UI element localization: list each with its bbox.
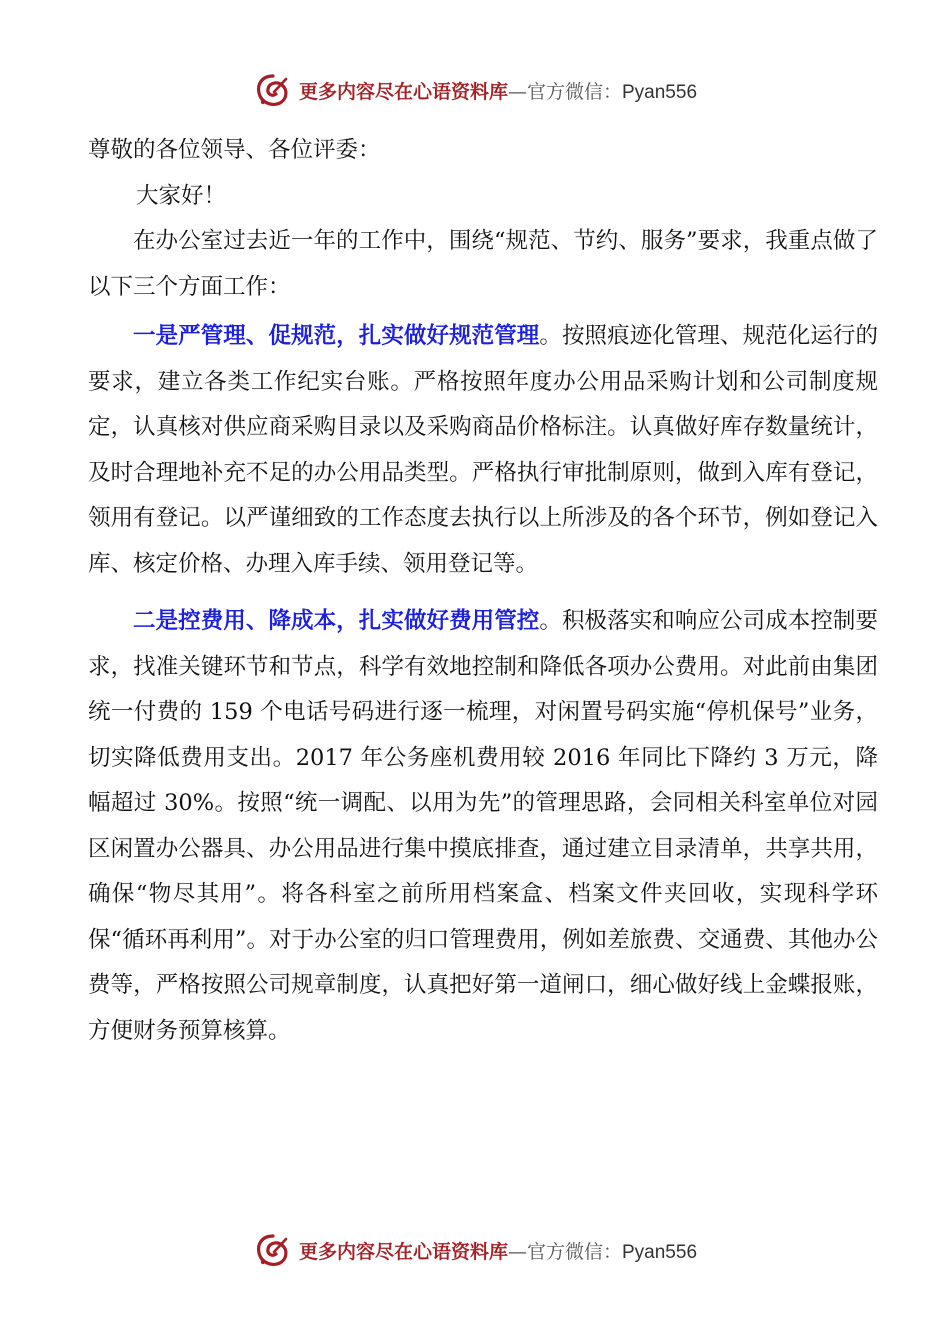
section-lead-1: 一是严管理、促规范，扎实做好规范管理 [133, 323, 540, 349]
header-banner [0, 70, 950, 114]
section-lead-2: 二是控费用、降成本，扎实做好费用管控 [133, 608, 540, 634]
banner-wechat-label: —官方微信： [507, 1240, 622, 1263]
swirl-logo-icon [253, 72, 293, 112]
banner-wechat-id: Pyan556 [622, 81, 698, 103]
section-body-1: 。按照痕迹化管理、规范化运行的要求，建立各类工作纪实台账。严格按照年度办公用品采购计划和公司制度规定，认真核对供应商采购目录以及采购商品价格标注。认真做好库存数量统计，及时合理地补充不足的办公用品类型。严格执行审批制原则，做到入库有登记，领用有登记。以严谨细致的工作态度去执行以上所涉及的各个环节，例如登记入库、核定价格、办理入库手续、领用登记等。 [88, 323, 878, 577]
swirl-logo-icon [253, 1232, 293, 1272]
footer-banner [0, 1230, 950, 1274]
section-body-2: 。积极落实和响应公司成本控制要求，找准关键环节和节点，科学有效地控制和降低各项办公费用。对此前由集团统一付费的 159 个电话号码进行逐一梳理，对闲置号码实施“停机保号”业务，切实降低费用支出。2017 年公务座机费用较 2016 年同比下降约 3 万元，降幅超过 30%。按照“统一调配、以用为先”的管理思路，会同相关科室单位对园区闲置办公器具、办公用品进行集中摸底排查，通过建立目录清单，共享共用，确保“物尽其用”。将各科室之前所用档案盒、档案文件夹回收，实现科学环保“循环再利用”。对于办公室的归口管理费用，例如差旅费、交通费、其他办公费等，严格按照公司规章制度，认真把好第一道闸口，细心做好线上金蝶报账，方便财务预算核算。 [88, 608, 878, 1044]
intro-paragraph: 在办公室过去近一年的工作中，围绕“规范、节约、服务”要求，我重点做了以下三个方面工作： [88, 228, 878, 300]
section-paragraph-2 [88, 599, 878, 1054]
document-body [88, 128, 878, 1066]
banner-wechat-id: Pyan556 [622, 1241, 698, 1263]
banner-library-text: 更多内容尽在心语资料库 [298, 1240, 508, 1263]
banner-text [299, 1230, 697, 1275]
banner-library-text: 更多内容尽在心语资料库 [298, 80, 508, 103]
salutation: 尊敬的各位领导、各位评委： [88, 137, 381, 163]
banner-wechat-label: —官方微信： [507, 80, 622, 103]
section-paragraph-1 [88, 314, 878, 587]
banner-text [299, 70, 697, 115]
greeting: 大家好！ [136, 182, 227, 209]
